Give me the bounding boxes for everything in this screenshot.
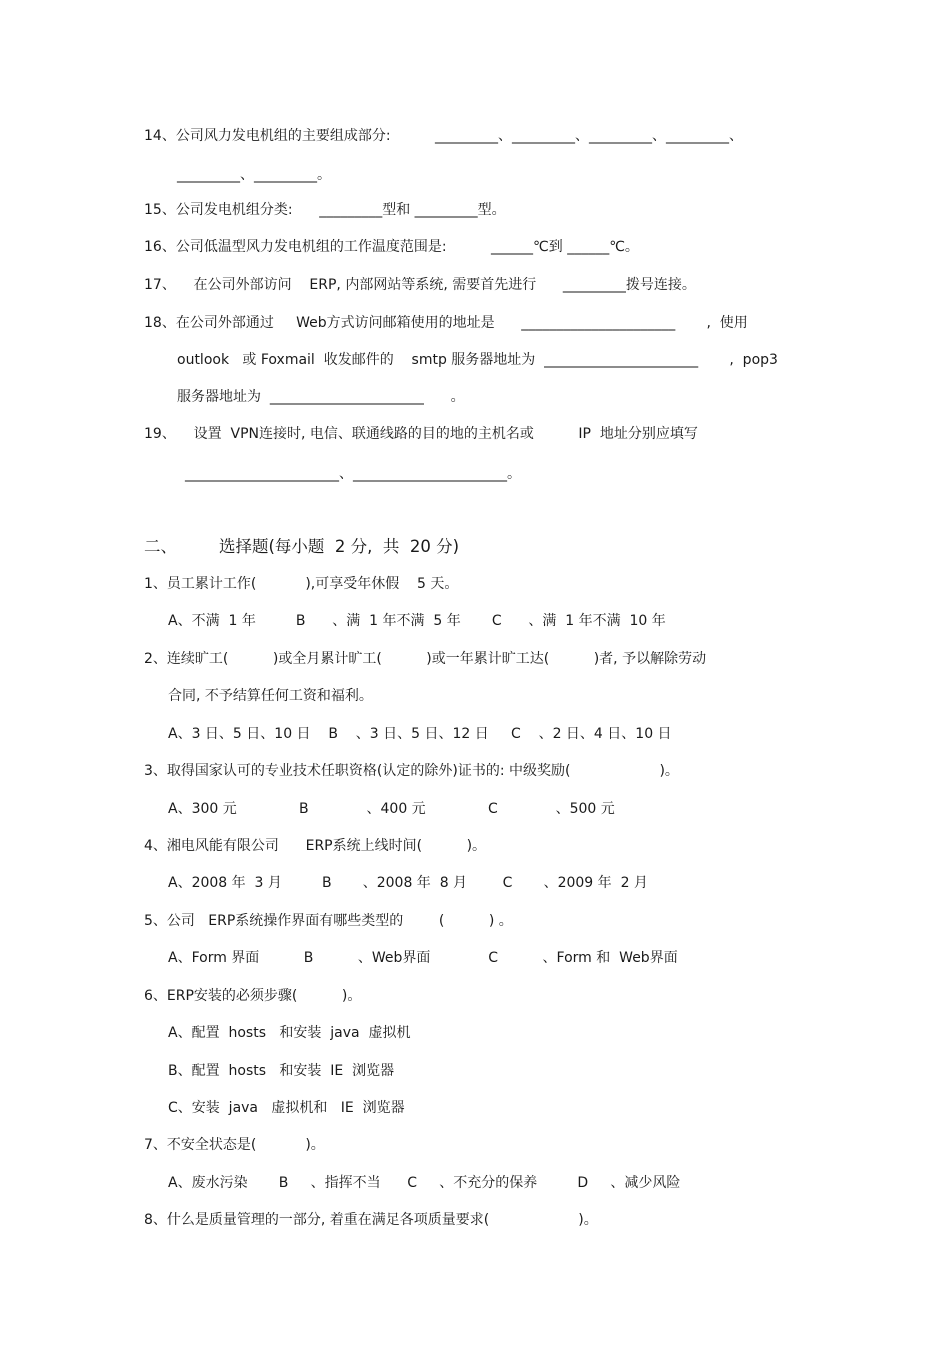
q7-stem: 7、不安全状态是( )。 bbox=[144, 1137, 325, 1153]
q18-line-3: 服务器地址为 ______________________ 。 bbox=[177, 389, 465, 405]
q3-options: A、300 元 B 、400 元 C 、500 元 bbox=[168, 801, 615, 817]
q3-stem: 3、取得国家认可的专业技术任职资格(认定的除外)证书的: 中级奖励( )。 bbox=[144, 763, 679, 779]
q6-option-b: B、配置 hosts 和安装 IE 浏览器 bbox=[168, 1063, 395, 1079]
q15-line: 15、公司发电机组分类: _________型和 _________型。 bbox=[144, 202, 506, 218]
q7-options: A、废水污染 B 、指挥不当 C 、不充分的保养 D 、减少风险 bbox=[168, 1175, 681, 1191]
q14-line-2: _________、_________。 bbox=[177, 167, 331, 183]
section-title: 二、 选择题(每小题 2 分, 共 20 分) bbox=[144, 537, 460, 556]
q14-line-1: 14、公司风力发电机组的主要组成部分: _________、_________、_________、_________、 bbox=[144, 128, 744, 144]
q2-options: A、3 日、5 日、10 日 B 、3 日、5 日、12 日 C 、2 日、4 日、10 日 bbox=[168, 726, 672, 742]
q6-option-a: A、配置 hosts 和安装 java 虚拟机 bbox=[168, 1025, 411, 1041]
q19-line-2: ______________________、______________________。 bbox=[185, 466, 521, 482]
q1-stem: 1、员工累计工作( ),可享受年休假 5 天。 bbox=[144, 576, 459, 592]
q16-line: 16、公司低温型风力发电机组的工作温度范围是: ______℃到 ______℃。 bbox=[144, 239, 639, 255]
q2-stem-2: 合同, 不予结算任何工资和福利。 bbox=[168, 688, 373, 704]
q6-option-c: C、安装 java 虚拟机和 IE 浏览器 bbox=[168, 1100, 405, 1116]
q2-stem-1: 2、连续旷工( )或全月累计旷工( )或一年累计旷工达( )者, 予以解除劳动 bbox=[144, 651, 707, 667]
q4-stem: 4、湘电风能有限公司 ERP系统上线时间( )。 bbox=[144, 838, 487, 854]
q18-line-2: outlook 或 Foxmail 收发邮件的 smtp 服务器地址为 ______________________ , pop3 bbox=[177, 352, 778, 368]
q19-line-1: 19、 设置 VPN连接时, 电信、联通线路的目的地的主机名或 IP 地址分别应填写 bbox=[144, 426, 698, 442]
q17-line: 17、 在公司外部访问 ERP, 内部网站等系统, 需要首先进行 _________拨号连接。 bbox=[144, 277, 696, 293]
q5-options: A、Form 界面 B 、Web界面 C 、Form 和 Web界面 bbox=[168, 950, 678, 966]
q1-options: A、不满 1 年 B 、满 1 年不满 5 年 C 、满 1 年不满 10 年 bbox=[168, 613, 666, 629]
q18-line-1: 18、在公司外部通过 Web方式访问邮箱使用的地址是 ______________________ , 使用 bbox=[144, 315, 748, 331]
q4-options: A、2008 年 3 月 B 、2008 年 8 月 C 、2009 年 2 月 bbox=[168, 875, 648, 891]
q6-stem: 6、ERP安装的必须步骤( )。 bbox=[144, 988, 362, 1004]
q8-stem: 8、什么是质量管理的一部分, 着重在满足各项质量要求( )。 bbox=[144, 1212, 598, 1228]
q5-stem: 5、公司 ERP系统操作界面有哪些类型的 ( ) 。 bbox=[144, 913, 513, 929]
